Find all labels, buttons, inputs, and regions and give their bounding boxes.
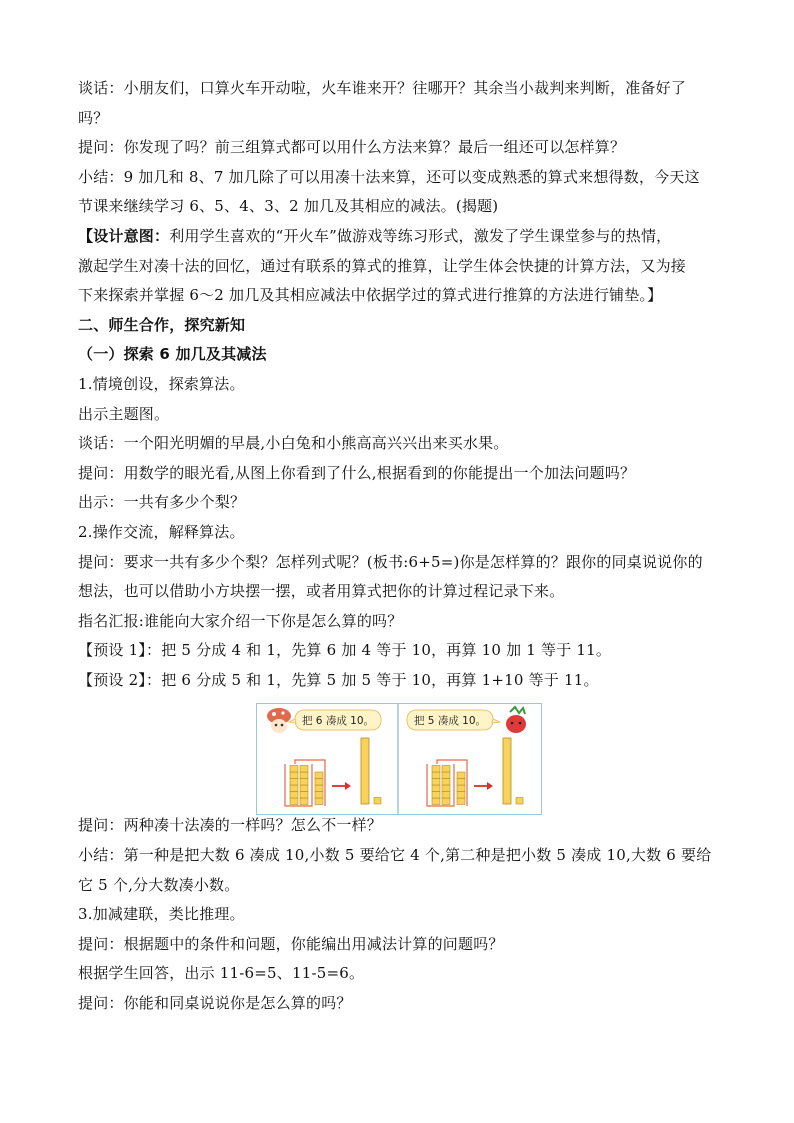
text-line: 根据学生回答，出示 11-6=5、11-5=6。 <box>78 964 365 983</box>
section-heading: （一）探索 6 加几及其减法 <box>78 345 267 364</box>
text-line: 提问：用数学的眼光看,从图上你看到了什么,根据看到的你能提出一个加法问题吗？ <box>78 463 636 482</box>
unit-cube <box>457 785 465 792</box>
text-line: 3.加减建联，类比推理。 <box>78 905 245 924</box>
unit-cube <box>315 772 323 779</box>
design-intent-label: 【设计意图： <box>78 226 170 245</box>
text-line: 谈话：一个阳光明媚的早晨,小白兔和小熊高高兴兴出来买水果。 <box>78 434 509 453</box>
unit-cube <box>457 772 465 779</box>
ten-rod <box>503 738 511 804</box>
design-intent-text: 利用学生喜欢的“开火车”做游戏等练习形式，激发了学生课堂参与的热情， <box>169 226 672 245</box>
text-line: 1.情境创设，探索算法。 <box>78 374 245 393</box>
text-block-top <box>78 74 718 695</box>
text-line: 出示：一共有多少个梨？ <box>78 493 246 512</box>
unit-cube <box>432 772 440 779</box>
unit-cube <box>300 785 308 792</box>
unit-cube <box>432 779 440 786</box>
text-line <box>78 222 718 252</box>
text-block-bottom <box>78 811 718 1018</box>
unit-cube <box>290 798 298 805</box>
unit-cube <box>442 792 450 799</box>
right-cube-stacks <box>432 766 465 805</box>
ten-rod-left <box>361 738 381 804</box>
text-line: 谈话：小朋友们，口算火车开动啦，火车谁来开？往哪开？其余当小裁判来判断，准备好了 <box>78 79 687 97</box>
text-line: 出示主题图。 <box>78 404 170 423</box>
text-line: 下来探索并掌握 6～2 加几及其相应减法中依据学过的算式进行推算的方法进行铺垫。】 <box>78 286 663 305</box>
unit-cube <box>457 792 465 799</box>
text-line: 想法，也可以借助小方块摆一摆，或者用算式把你的计算过程记录下来。 <box>78 582 565 601</box>
unit-cube <box>442 779 450 786</box>
single-cube <box>516 798 523 805</box>
single-cube <box>374 798 381 805</box>
unit-cube <box>315 779 323 786</box>
speech-bubble-right <box>407 710 500 730</box>
text-line: 指名汇报:谁能向大家介绍一下你是怎么算的吗？ <box>78 611 403 630</box>
unit-cube <box>290 766 298 773</box>
text-line: 节课来继续学习 6、5、4、3、2 加几及其相应的减法。(揭题) <box>78 197 499 216</box>
bubble-right-text: 把 5 凑成 10。 <box>413 715 487 728</box>
make-ten-illustration <box>257 704 541 814</box>
unit-cube <box>442 785 450 792</box>
unit-cube <box>290 772 298 779</box>
text-line: 提问：你能和同桌说说你是怎么算的吗？ <box>78 994 352 1013</box>
text-line: 小结：第一种是把大数 6 凑成 10,小数 5 要给它 4 个,第二种是把小数 5 凑成 10,大数 6 要给 <box>78 846 712 865</box>
unit-cube <box>432 766 440 773</box>
unit-cube <box>432 798 440 805</box>
text-line: 提问：你发现了吗？前三组算式都可以用什么方法来算？最后一组还可以怎样算？ <box>78 138 626 157</box>
unit-cube <box>442 798 450 805</box>
unit-cube <box>300 766 308 773</box>
text-line: 小结：9 加几和 8、7 加几除了可以用凑十法来算，还可以变成熟悉的算式来想得数，今天这 <box>78 167 700 186</box>
text-line: 提问：要求一共有多少个梨？怎样列式呢？(板书:6+5=)你是怎样算的？跟你的同桌说说你的 <box>78 552 703 571</box>
strawberry-character-icon <box>506 707 526 733</box>
unit-cube <box>300 772 308 779</box>
unit-cube <box>315 798 323 805</box>
text-line: 提问：两种凑十法凑的一样吗？怎么不一样？ <box>78 816 383 835</box>
unit-cube <box>432 792 440 799</box>
left-cube-stacks <box>290 766 323 805</box>
unit-cube <box>457 798 465 805</box>
unit-cube <box>442 772 450 779</box>
unit-cube <box>315 792 323 799</box>
unit-cube <box>300 798 308 805</box>
bubble-left-text: 把 6 凑成 10。 <box>301 715 375 728</box>
text-line: 【预设 1】：把 5 分成 4 和 1，先算 6 加 4 等于 10，再算 10 加 1 等于 11。 <box>78 641 612 660</box>
text-line: 2.操作交流，解释算法。 <box>78 522 245 541</box>
section-heading: 二、师生合作，探究新知 <box>78 315 246 334</box>
unit-cube <box>457 779 465 786</box>
document-page <box>78 74 718 1019</box>
text-line: 激起学生对凑十法的回忆，通过有联系的算式的推算，让学生体会快捷的计算方法，又为接 <box>78 256 687 275</box>
unit-cube <box>290 785 298 792</box>
unit-cube <box>315 785 323 792</box>
unit-cube <box>290 792 298 799</box>
text-line: 提问：根据题中的条件和问题，你能编出用减法计算的问题吗？ <box>78 934 504 953</box>
arrow-icon <box>474 782 493 790</box>
left-panel <box>267 708 381 806</box>
unit-cube <box>290 779 298 786</box>
arrow-icon <box>332 782 351 790</box>
text-line: 吗？ <box>78 108 109 127</box>
ten-rod-right <box>503 738 523 804</box>
unit-cube <box>300 779 308 786</box>
speech-bubble-left <box>289 710 381 730</box>
unit-cube <box>432 785 440 792</box>
unit-cube <box>442 766 450 773</box>
ten-rod <box>361 738 369 804</box>
mushroom-character-icon <box>267 708 291 733</box>
unit-cube <box>300 792 308 799</box>
text-line: 它 5 个,分大数凑小数。 <box>78 875 240 894</box>
text-line: 【预设 2】：把 6 分成 5 和 1，先算 5 加 5 等于 10，再算 1+10 等于 11。 <box>78 670 599 689</box>
right-panel <box>407 707 526 806</box>
figure-row <box>78 695 718 811</box>
make-ten-figure <box>256 703 542 815</box>
